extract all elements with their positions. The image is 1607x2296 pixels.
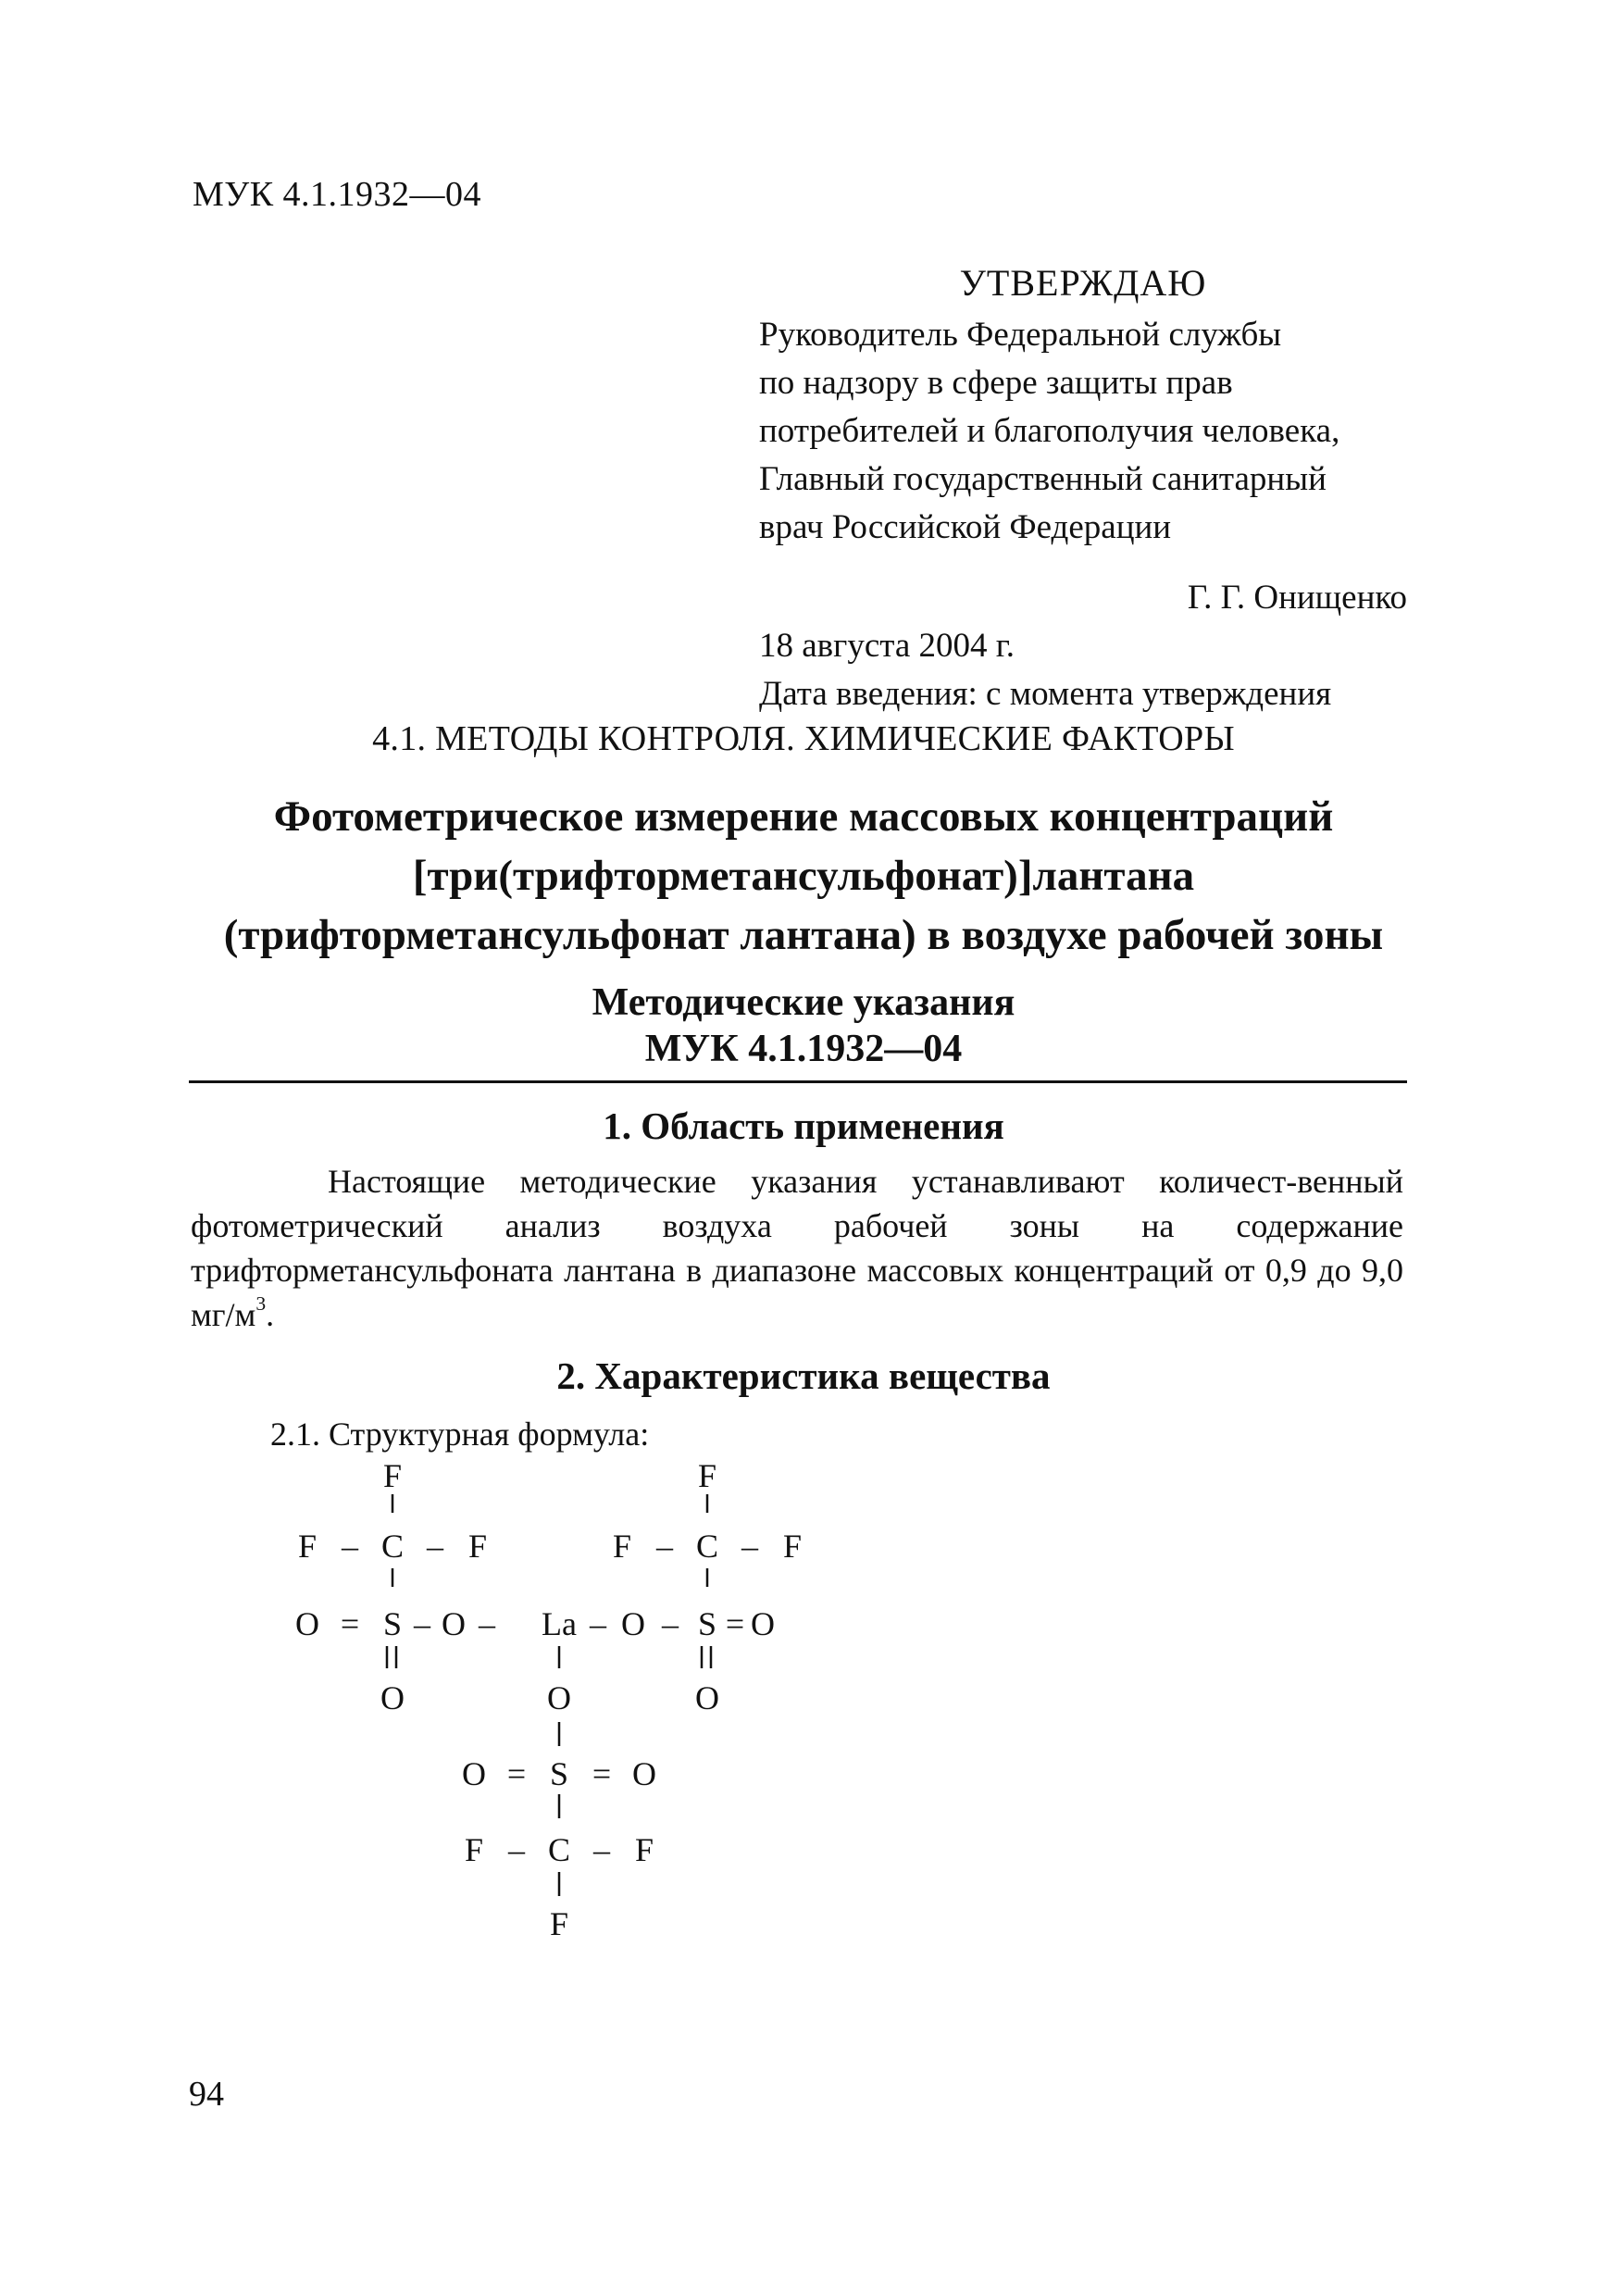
bond-dash: – — [741, 1528, 758, 1565]
atom-fluorine: F — [612, 1528, 632, 1565]
structural-formula — [278, 1454, 833, 1972]
approval-line: потребителей и благополучия человека, — [759, 412, 1340, 450]
effective-date: Дата введения: с момента утверждения — [759, 675, 1332, 713]
bond-dash: – — [427, 1528, 443, 1565]
atom-fluorine: F — [782, 1528, 803, 1565]
section2-heading: 2. Характеристика вещества — [556, 1354, 1051, 1397]
atom-fluorine: F — [549, 1905, 569, 1942]
atom-oxygen: O — [547, 1679, 571, 1716]
title-line: Фотометрическое измерение массовых концентраций — [273, 792, 1334, 841]
atom-fluorine: F — [467, 1528, 488, 1565]
double-bond: = — [592, 1755, 612, 1792]
bond-dash: – — [656, 1528, 673, 1565]
atom-fluorine: F — [697, 1457, 717, 1494]
bond-dash: – — [662, 1605, 679, 1642]
section-heading: 4.1. МЕТОДЫ КОНТРОЛЯ. ХИМИЧЕСКИЕ ФАКТОРЫ — [372, 719, 1235, 758]
section1-heading: 1. Область применения — [603, 1104, 1004, 1147]
document-code: МУК 4.1.1932—04 — [193, 175, 482, 214]
atom-sulfur: S — [549, 1755, 569, 1792]
atom-sulfur: S — [697, 1605, 717, 1642]
guidelines-code: МУК 4.1.1932—04 — [644, 1028, 963, 1070]
approval-line: Главный государственный санитарный — [759, 460, 1327, 498]
guidelines-line: Методические указания — [592, 981, 1015, 1024]
section1-text: Настоящие методические указания устанавливают количест-венный фотометрический анализ воздуха рабочей зоны на содержание трифторметансульфоната лантана в диапазоне массовых концентраций от 0,9 до 9,0 мг/м — [191, 1163, 1403, 1333]
formula-caption: 2.1. Структурная формула: — [270, 1416, 650, 1453]
bond-dash: – — [508, 1831, 525, 1868]
double-bond: = — [725, 1605, 745, 1642]
atom-carbon: C — [547, 1831, 571, 1868]
atom-fluorine: F — [297, 1528, 318, 1565]
atom-fluorine: F — [382, 1457, 403, 1494]
bond-dash: – — [342, 1528, 358, 1565]
document-title — [139, 787, 1468, 965]
section1-paragraph — [191, 1159, 1403, 1337]
horizontal-rule — [189, 1080, 1407, 1083]
atom-oxygen: O — [295, 1605, 319, 1642]
atom-oxygen: O — [751, 1605, 775, 1642]
atom-oxygen: O — [632, 1755, 656, 1792]
approval-line: по надзору в сфере защиты прав — [759, 364, 1233, 402]
page-number: 94 — [189, 2075, 224, 2114]
section1-text-end: . — [266, 1296, 275, 1333]
approval-date: 18 августа 2004 г. — [759, 627, 1015, 665]
atom-oxygen: O — [695, 1679, 719, 1716]
atom-sulfur: S — [382, 1605, 403, 1642]
title-line: [три(трифторметансульфонат)]лантана — [412, 852, 1195, 900]
atom-oxygen: O — [621, 1605, 645, 1642]
atom-oxygen: O — [462, 1755, 486, 1792]
approval-title: УТВЕРЖДАЮ — [959, 262, 1207, 304]
superscript: 3 — [255, 1292, 267, 1315]
approval-line: Руководитель Федеральной службы — [759, 316, 1282, 354]
atom-fluorine: F — [634, 1831, 654, 1868]
atom-carbon: C — [695, 1528, 719, 1565]
approval-block — [759, 259, 1407, 718]
atom-fluorine: F — [464, 1831, 484, 1868]
double-bond: = — [340, 1605, 360, 1642]
approval-line: врач Российской Федерации — [759, 508, 1172, 546]
title-line: (трифторметансульфонат лантана) в воздухе рабочей зоны — [223, 911, 1384, 959]
atom-lanthanum: La — [542, 1605, 577, 1642]
guidelines-title — [0, 980, 1607, 1072]
atom-carbon: C — [380, 1528, 405, 1565]
bond-dash: – — [590, 1605, 606, 1642]
bond-dash: – — [479, 1605, 495, 1642]
atom-oxygen: O — [442, 1605, 466, 1642]
signer-name: Г. Г. Онищенко — [1187, 579, 1407, 617]
atom-oxygen: O — [380, 1679, 405, 1716]
bond-dash: – — [593, 1831, 610, 1868]
bond-dash: – — [414, 1605, 430, 1642]
double-bond: = — [506, 1755, 527, 1792]
